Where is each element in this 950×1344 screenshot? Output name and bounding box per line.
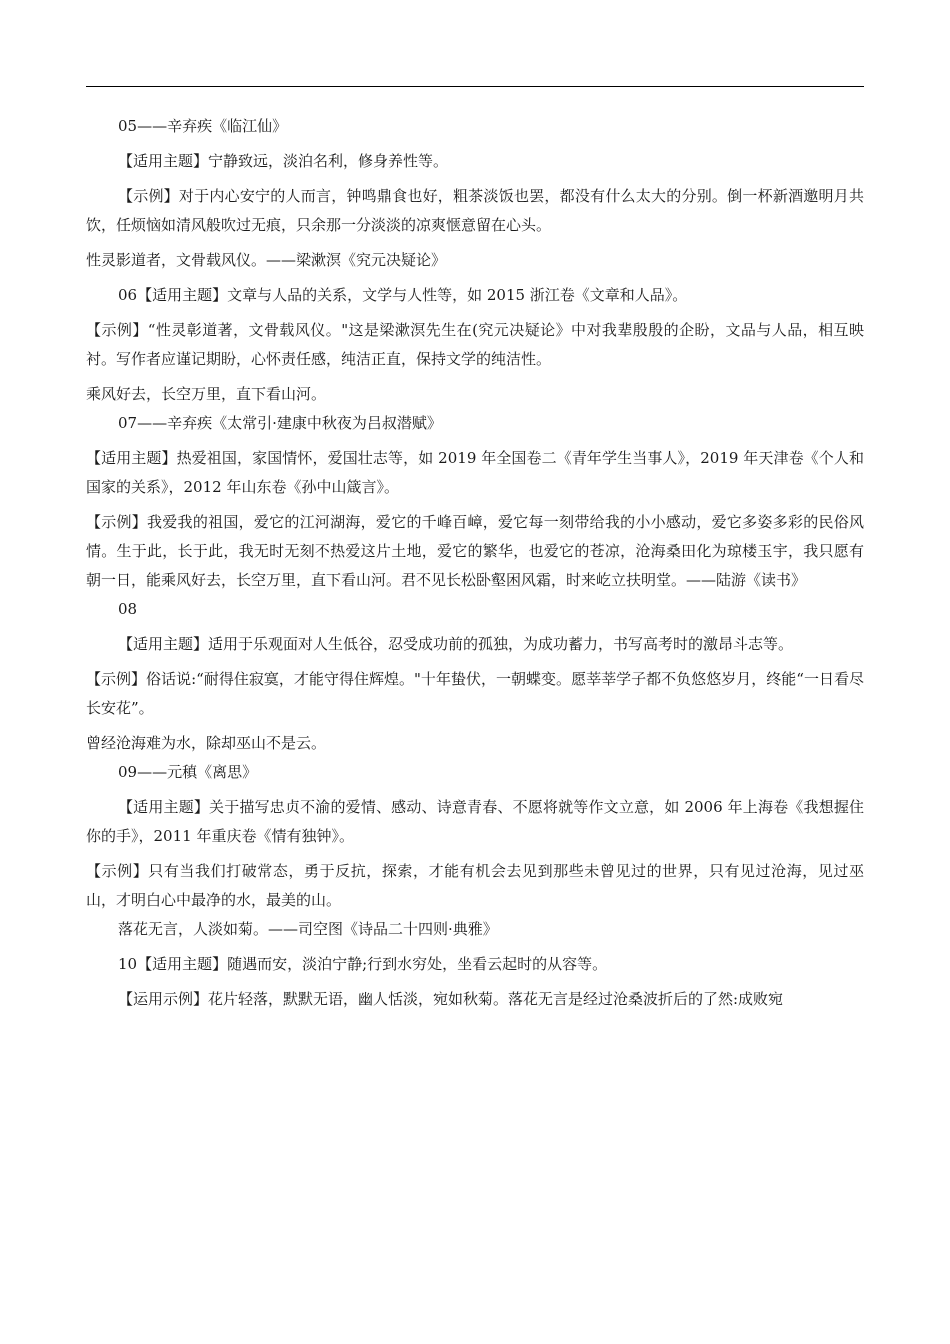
paragraph: 乘风好去，长空万里，直下看山河。 [86, 385, 327, 403]
paragraph: 【适用主题】宁静致远，淡泊名利，修身养性等。 [118, 152, 449, 170]
paragraph: 【适用主题】适用于乐观面对人生低谷，忍受成功前的孤独，为成功蓄力，书写高考时的激昂斗志等。 [118, 635, 794, 653]
paragraph: 【示例】我爱我的祖国，爱它的江河湖海，爱它的千峰百嶂，爱它每一刻带给我的小小感动，爱它多姿多彩的民俗风情。生于此，长于此，我无时无刻不热爱这片土地，爱它的繁华，也爱它的苍凉，沧海桑田化为琼楼玉宇，我只愿有朝一日，能乘风好去，长空万里，直下看山河。君不见长松卧壑困风霜，时来屹立扶明堂。——陆游《读书》 [86, 513, 864, 589]
paragraph: 【适用主题】热爱祖国，家国情怀，爱国壮志等，如 2019 年全国卷二《青年学生当事人》，2019 年天津卷《个人和国家的关系》，2012 年山东卷《孙中山箴言》。 [86, 449, 864, 496]
paragraph: 09——元稹《离思》 [118, 763, 258, 781]
paragraph: 【示例】“性灵彰道著，文骨载风仪。"这是梁漱溟先生在(究元决疑论》中对我辈殷殷的企盼，文品与人品，相互映衬。写作者应谨记期盼，心怀责任感，纯洁正直，保持文学的纯洁性。 [86, 321, 864, 368]
paragraph: 08 [118, 600, 138, 618]
paragraph: 性灵影道者，文骨载风仪。——梁漱溟《究元决疑论》 [86, 251, 447, 269]
paragraph: 07——辛弃疾《太常引·建康中秋夜为吕叔潜赋》 [118, 414, 442, 432]
paragraph: 【适用主题】关于描写忠贞不渝的爱情、感动、诗意青春、不愿将就等作文立意，如 2006 年上海卷《我想握住你的手》，2011 年重庆卷《情有独钟》。 [86, 798, 864, 845]
paragraph: 【示例】只有当我们打破常态，勇于反抗，探索，才能有机会去见到那些未曾见过的世界，只有见过沧海，见过巫山，才明白心中最净的水，最美的山。 [86, 862, 864, 909]
paragraph: 落花无言，人淡如菊。——司空图《诗品二十四则·典雅》 [118, 920, 498, 938]
paragraph: 【运用示例】花片轻落，默默无语，幽人恬淡，宛如秋菊。落花无言是经过沧桑波折后的了然:成败宛 [118, 990, 784, 1008]
document-body [86, 112, 864, 1014]
paragraph: 曾经沧海难为水，除却巫山不是云。 [86, 734, 327, 752]
paragraph: 【示例】俗话说:“耐得住寂寞，才能守得住辉煌。"十年蛰伏，一朝蝶变。愿莘莘学子都不负悠悠岁月，终能“一日看尽长安花”。 [86, 670, 864, 717]
paragraph: 05——辛弃疾《临江仙》 [118, 117, 288, 135]
paragraph: 10【适用主题】随遇而安，淡泊宁静;行到水穷处，坐看云起时的从容等。 [118, 955, 608, 973]
paragraph: 06【适用主题】文章与人品的关系，文学与人性等，如 2015 浙江卷《文章和人品》。 [118, 286, 688, 304]
paragraph: 【示例】对于内心安宁的人而言，钟鸣鼎食也好，粗茶淡饭也罢，都没有什么太大的分别。倒一杯新酒邀明月共饮，任烦恼如清风般吹过无痕，只余那一分淡淡的凉爽惬意留在心头。 [86, 187, 864, 234]
header-rule [86, 86, 864, 87]
